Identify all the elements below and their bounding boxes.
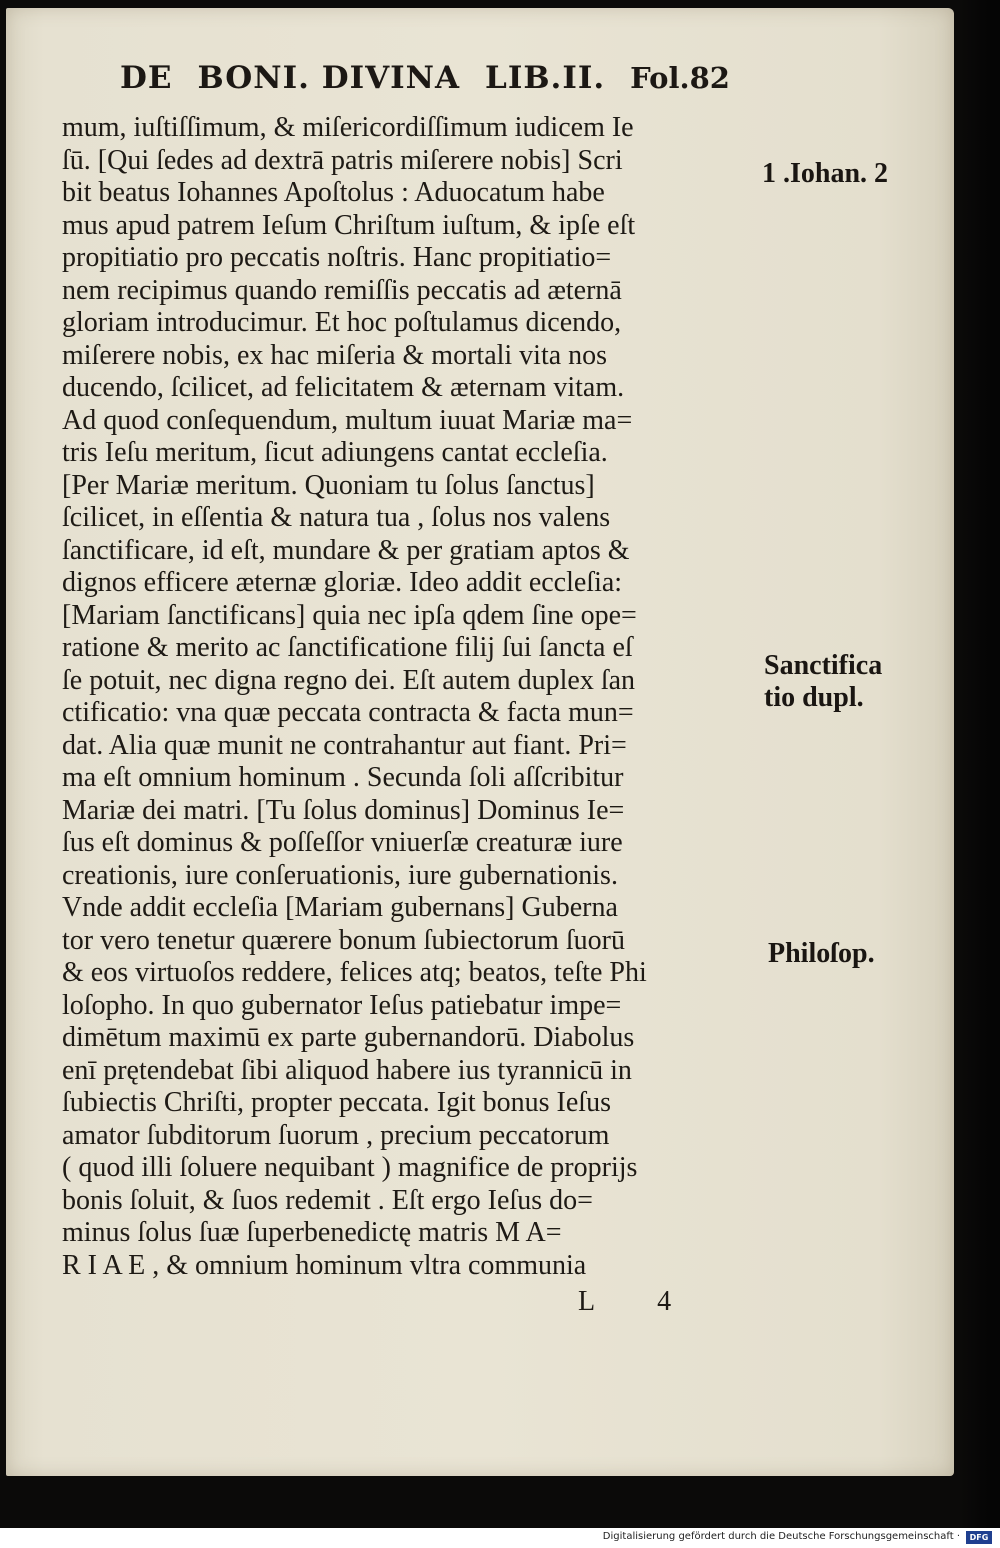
text-line: dignos efficere æternæ gloriæ. Ideo addit eccleſia: — [62, 567, 623, 598]
text-line: bonis ſoluit, & ſuos redemit . Eſt ergo Ieſus do= — [62, 1184, 593, 1216]
digitization-footer — [0, 1528, 1000, 1548]
text-line: bit beatus Iohannes Apoſtolus : Aduocatum habe — [62, 177, 605, 208]
running-head-left: DE — [120, 60, 173, 96]
text-line: mus apud patrem Ieſum Chriſtum iuſtum, & ipſe eſt — [62, 209, 636, 241]
running-head-right: LIB.II. — [485, 60, 606, 96]
text-line: Vnde addit eccleſia [Mariam gubernans] Guberna — [62, 892, 618, 923]
dfg-logo: DFG — [966, 1531, 992, 1544]
text-line: ctificatio: vna quæ peccata contracta & facta mun= — [62, 697, 634, 728]
footer-credit-text: Digitalisierung gefördert durch die Deutsche Forschungsgemeinschaft · — [602, 1531, 960, 1542]
text-line: tor vero tenetur quærere bonum ſubiectorum ſuorū — [62, 924, 625, 956]
text-line: ſcilicet, in eſſentia & natura tua , ſolus nos valens — [62, 502, 611, 533]
text-line: Mariæ dei matri. [Tu ſolus dominus] Dominus Ie= — [62, 794, 625, 826]
text-line: [Per Mariæ meritum. Quoniam tu ſolus ſanctus] — [62, 469, 595, 501]
text-line: R I A E , & omnium hominum vltra communia — [62, 1249, 587, 1281]
text-line: ( quod illi ſoluere nequibant ) magnifice de proprijs — [62, 1152, 638, 1183]
text-line: minus ſolus ſuæ ſuperbenedictę matris M A= — [62, 1217, 562, 1248]
text-line: ma eſt omnium hominum . Secunda ſoli aſſcribitur — [62, 762, 624, 793]
text-line: Ad quod conſequendum, multum iuuat Mariæ ma= — [62, 404, 633, 436]
text-line: loſopho. In quo gubernator Ieſus patiebatur impe= — [62, 989, 622, 1021]
text-line: tris Ieſu meritum, ſicut adiungens cantat eccleſia. — [62, 437, 608, 468]
margin-note-philosop: Philoſop. — [768, 938, 875, 969]
text-line: [Mariam ſanctificans] quia nec ipſa qdem ſine ope= — [62, 599, 637, 631]
text-line: creationis, iure conſeruationis, iure gubernationis. — [62, 859, 618, 891]
text-line: ſus eſt dominus & poſſeſſor vniuerſæ creaturæ iure — [62, 827, 623, 858]
spine-shadow — [960, 0, 1000, 1528]
text-line: amator ſubditorum ſuorum , precium peccatorum — [62, 1119, 610, 1151]
text-line: dat. Alia quæ munit ne contrahantur aut fiant. Pri= — [62, 729, 627, 761]
text-line: & eos virtuoſos reddere, felices atq; beatos, teſte Phi — [62, 957, 647, 988]
body-text-block — [62, 112, 762, 1282]
text-line: mum, iuſtiſſimum, & miſericordiſſimum iudicem Ie — [62, 112, 634, 143]
margin-note-line: tio dupl. — [764, 682, 864, 713]
text-line: enī prętendebat ſibi aliquod habere ius tyrannicū in — [62, 1054, 632, 1086]
signature-mark: L 4 — [578, 1286, 700, 1317]
margin-note-sanctificatio — [764, 650, 882, 714]
text-line: dimētum maximū ex parte gubernandorū. Diabolus — [62, 1022, 635, 1053]
text-line: ratione & merito ac ſanctificatione filij ſui ſancta eſ — [62, 632, 633, 663]
text-line: propitiatio pro peccatis noſtris. Hanc propitiatio= — [62, 242, 612, 273]
running-head — [120, 60, 730, 96]
text-line: ſe potuit, nec digna regno dei. Eſt autem duplex ſan — [62, 664, 636, 696]
folio-number: Fol.82 — [630, 61, 730, 95]
text-line: gloriam introducimur. Et hoc poſtulamus dicendo, — [62, 307, 622, 338]
text-line: ſanctificare, id eſt, mundare & per gratiam aptos & — [62, 534, 630, 566]
text-line: miſerere nobis, ex hac miſeria & mortali vita nos — [62, 339, 608, 371]
margin-note-iohan: 1 .Iohan. 2 — [762, 158, 889, 189]
running-head-middle: BONI. DIVINA — [197, 60, 461, 96]
text-line: ſubiectis Chriſti, propter peccata. Igit bonus Ieſus — [62, 1087, 611, 1118]
text-line: ducendo, ſcilicet, ad felicitatem & æternam vitam. — [62, 372, 625, 403]
margin-note-line: Sanctifica — [764, 650, 883, 681]
text-line: ſū. [Qui ſedes ad dextrā patris miſerere nobis] Scri — [62, 144, 623, 176]
text-line: nem recipimus quando remiſſis peccatis ad æternā — [62, 274, 622, 306]
